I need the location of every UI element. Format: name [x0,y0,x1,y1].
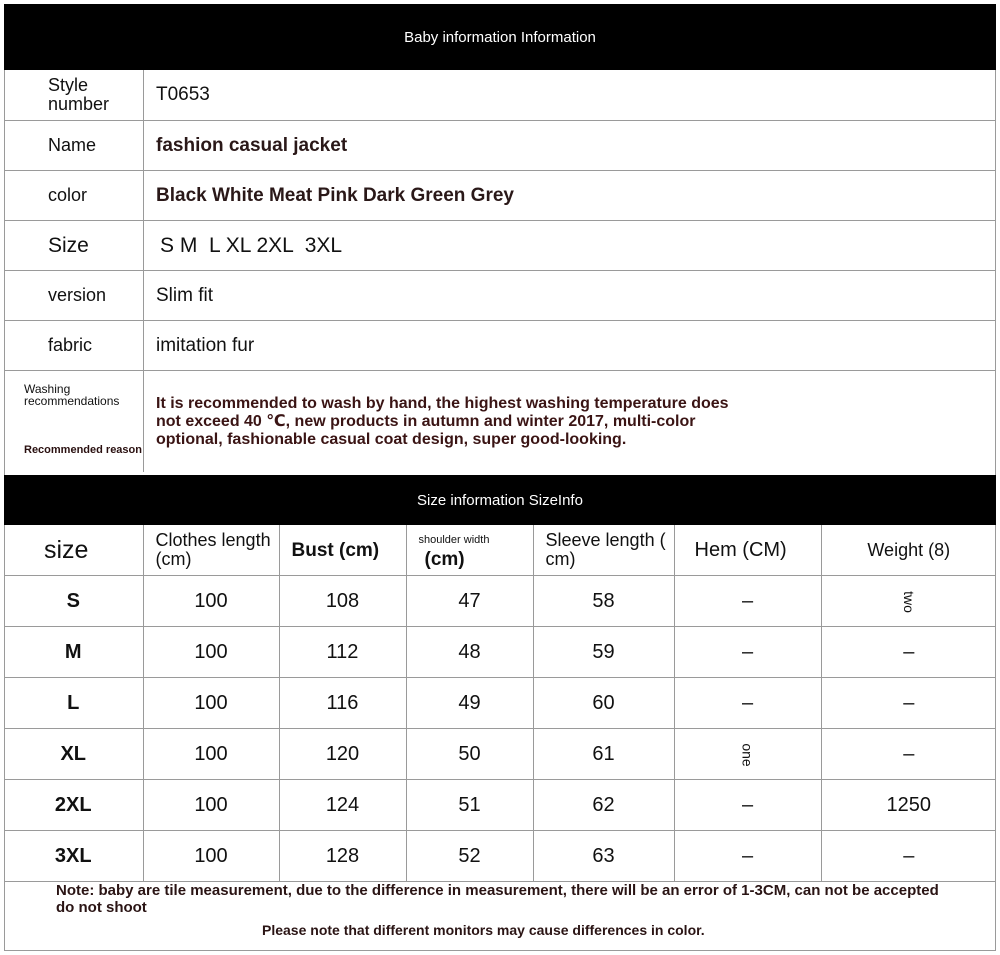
row-size: M [4,627,143,678]
row-weight [821,576,996,627]
header-shoulder-label: shoulder width [418,534,490,547]
row-weight: – [821,678,996,729]
info-row-style-number [4,70,996,121]
info-row-fabric [4,321,996,371]
info-row-version [4,271,996,321]
row-shoulder: 50 [406,729,533,780]
name-label: Name [4,121,144,170]
version-label: version [4,271,144,320]
row-bust: 108 [279,576,406,627]
color-note: Please note that different monitors may cause differences in color. [262,922,705,938]
row-sleeve: 63 [533,831,674,882]
info-header [4,4,996,70]
washing-text: It is recommended to wash by hand, the highest washing temperature does not exceed 40 ℃, new products in autumn and winter 2017, multi-color optional, fashionable casual coat design, super good-looking. [156,394,729,448]
info-row-washing [4,371,996,472]
row-bust: 124 [279,780,406,831]
size-table [4,525,996,882]
row-length: 100 [143,576,279,627]
row-sleeve: 58 [533,576,674,627]
row-size: L [4,678,143,729]
style-number-label: Style number [4,70,144,120]
row-weight: – [821,627,996,678]
row-hem: – [674,678,821,729]
row-weight: – [821,831,996,882]
header-bust: Bust (cm) [279,525,406,576]
header-weight: Weight (8) [821,525,996,576]
row-hem: – [674,576,821,627]
row-bust: 120 [279,729,406,780]
row-hem: – [674,831,821,882]
table-row [4,729,996,780]
row-hem-rotated: one [739,742,756,767]
row-sleeve: 60 [533,678,674,729]
row-size: S [4,576,143,627]
row-shoulder: 48 [406,627,533,678]
name-value: fashion casual jacket [156,134,348,156]
row-size: 3XL [4,831,143,882]
size-header-title: Size information SizeInfo [417,491,583,509]
info-row-name [4,121,996,171]
color-value: Black White Meat Pink Dark Green Grey [156,184,514,206]
info-header-title: Baby information Information [404,28,596,46]
reason-label: Recommended reason [24,444,142,456]
row-bust: 116 [279,678,406,729]
row-weight-rotated: two [900,590,917,613]
row-sleeve: 62 [533,780,674,831]
size-label: Size [4,221,144,270]
header-size: size [4,525,143,576]
header-hem: Hem (CM) [674,525,821,576]
row-shoulder: 47 [406,576,533,627]
table-row [4,678,996,729]
measurement-note: Note: baby are tile measurement, due to the difference in measurement, there will be an error of 1-3CM, can not be accepted do not shoot [56,882,939,916]
table-row [4,831,996,882]
header-shoulder [406,525,533,576]
row-length: 100 [143,678,279,729]
row-hem: – [674,780,821,831]
header-shoulder-unit: (cm) [424,549,465,571]
row-shoulder: 52 [406,831,533,882]
table-row [4,576,996,627]
style-number-value: T0653 [156,84,210,105]
color-label: color [4,171,144,220]
table-row [4,627,996,678]
version-value: Slim fit [156,284,213,306]
washing-labels [4,371,144,472]
row-weight: – [821,729,996,780]
row-size: XL [4,729,143,780]
washing-label: Washing recommendations [24,382,120,408]
size-value: S M L XL 2XL 3XL [160,233,343,257]
row-length: 100 [143,831,279,882]
row-shoulder: 49 [406,678,533,729]
row-sleeve: 59 [533,627,674,678]
row-length: 100 [143,729,279,780]
row-hem: – [674,627,821,678]
row-bust: 128 [279,831,406,882]
row-hem [674,729,821,780]
size-table-header [4,525,996,576]
info-table [4,70,996,472]
table-row [4,780,996,831]
fabric-label: fabric [4,321,144,370]
header-sleeve: Sleeve length ( cm) [533,525,674,576]
info-row-color [4,171,996,221]
header-length: Clothes length (cm) [143,525,279,576]
row-sleeve: 61 [533,729,674,780]
info-row-size [4,221,996,271]
row-length: 100 [143,780,279,831]
row-length: 100 [143,627,279,678]
size-header [4,475,996,525]
row-weight: 1250 [821,780,996,831]
row-size: 2XL [4,780,143,831]
row-bust: 112 [279,627,406,678]
fabric-value: imitation fur [156,334,255,356]
row-shoulder: 51 [406,780,533,831]
